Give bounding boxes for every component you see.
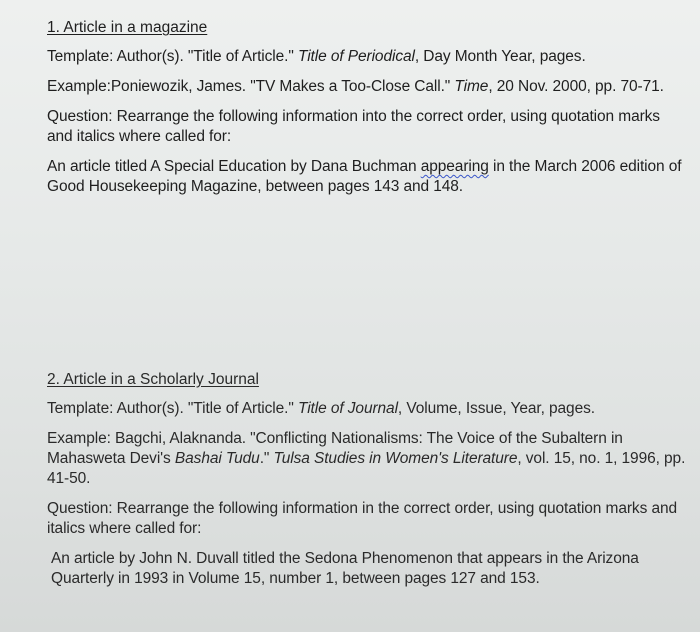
section-magazine-article bbox=[47, 18, 687, 207]
template-text: Author(s). "Title of Article." bbox=[116, 400, 298, 417]
template-line bbox=[47, 47, 687, 67]
example-text: Poniewozik, James. "TV Makes a Too-Close Call." bbox=[110, 78, 455, 95]
template-italic: Title of Journal bbox=[297, 400, 398, 417]
section-heading: 2. Article in a Scholarly Journal bbox=[47, 371, 259, 388]
template-label: Template: bbox=[47, 400, 117, 417]
example-text: Bagchi, Alaknanda. "Conflicting Nationalisms: The Voice of the Subaltern in Mahasweta Devi's bbox=[47, 430, 623, 467]
example-italic-journal: Tulsa Studies in Women's Literature bbox=[273, 450, 518, 467]
example-italic-title: Bashai Tudu bbox=[174, 450, 260, 467]
question-text: Question: Rearrange the following information in the correct order, using quotation marks and italics where called for: bbox=[47, 500, 678, 537]
example-line bbox=[47, 429, 687, 489]
example-label: Example: bbox=[47, 430, 116, 447]
example-line bbox=[47, 77, 687, 97]
info-text-end: in the March 2006 edition of Good Housekeeping Magazine, between pages 143 and 148. bbox=[47, 158, 682, 195]
section-journal-article bbox=[47, 370, 687, 599]
template-line bbox=[47, 399, 687, 419]
example-text-end: , 20 Nov. 2000, pp. 70-71. bbox=[488, 78, 664, 95]
example-label: Example: bbox=[47, 78, 111, 95]
template-text-end: , Day Month Year, pages. bbox=[414, 48, 586, 65]
question-text: Question: Rearrange the following information into the correct order, using quotation marks and italics where called for: bbox=[47, 108, 660, 145]
example-text-mid: ." bbox=[259, 450, 274, 467]
template-text-end: , Volume, Issue, Year, pages. bbox=[397, 400, 595, 417]
template-label: Template: bbox=[47, 48, 117, 65]
template-italic: Title of Periodical bbox=[297, 48, 415, 65]
info-text-start: An article titled A Special Education by Dana Buchman bbox=[47, 158, 421, 175]
template-text: Author(s). "Title of Article." bbox=[116, 48, 298, 65]
section-heading: 1. Article in a magazine bbox=[47, 19, 208, 36]
info-text: An article by John N. Duvall titled the Sedona Phenomenon that appears in the Arizona Quarterly in 1993 in Volume 15, number 1, between pages 127 and 153. bbox=[51, 550, 639, 587]
example-text-end: , vol. 15, no. 1, 1996, pp. 41-50. bbox=[47, 450, 686, 487]
example-italic: Time bbox=[454, 78, 489, 95]
info-text bbox=[47, 157, 687, 197]
spellcheck-flagged-word: appearing bbox=[420, 158, 489, 175]
